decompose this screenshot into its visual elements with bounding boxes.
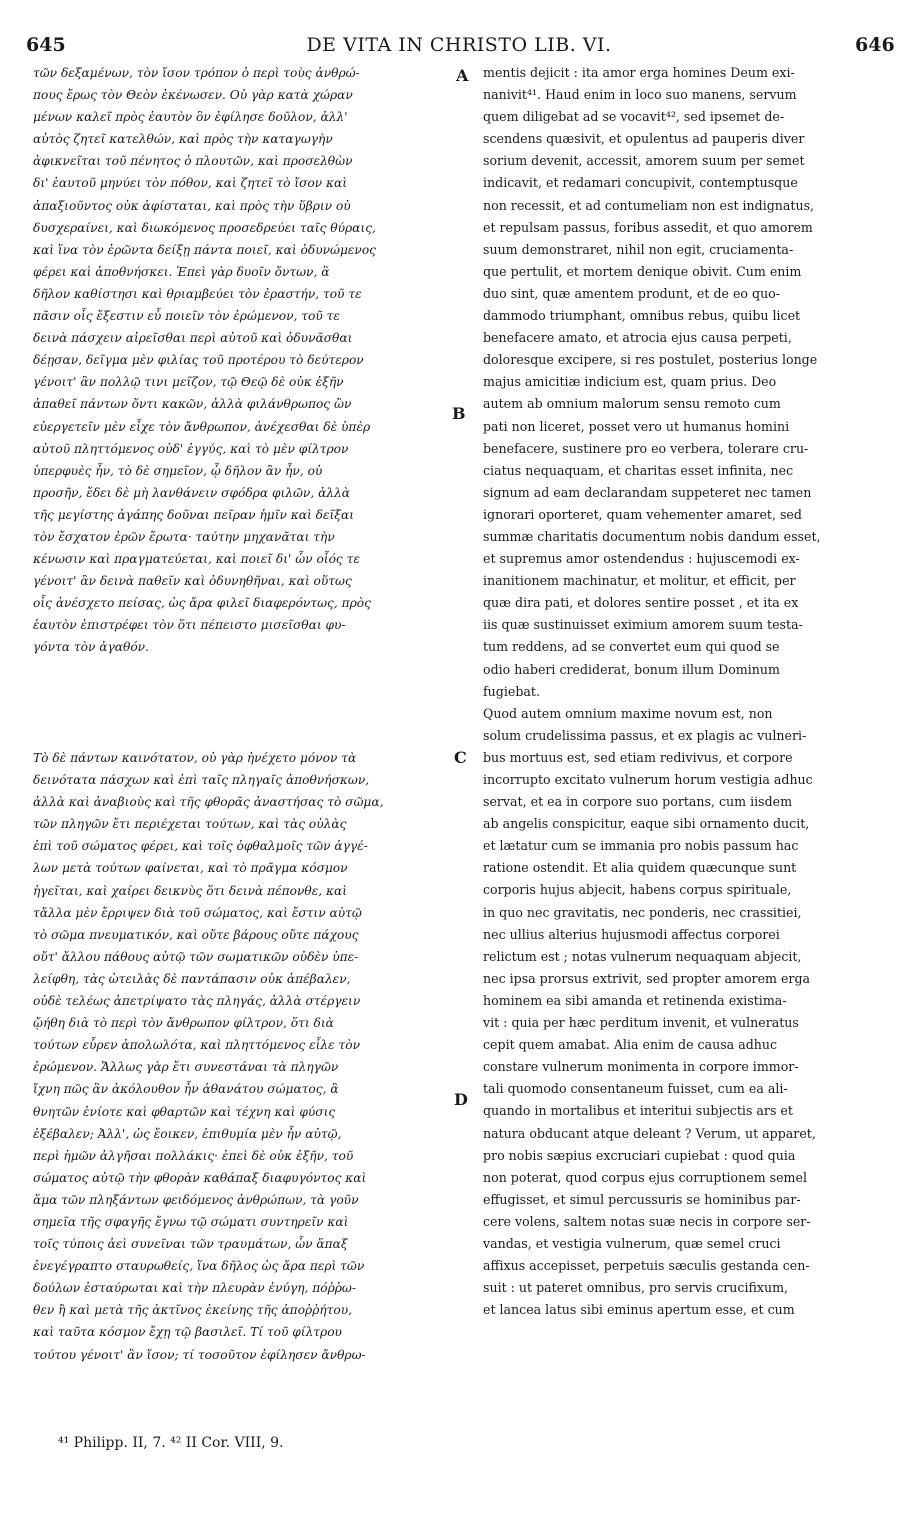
text-line: ἡγεῖται, καὶ χαίρει δεικνὺς ὅτι δεινὰ πέπονθε, καὶ (33, 883, 348, 898)
text-line: servat, et ea in corpore suo portans, cum iisdem (483, 794, 793, 810)
text-line: τῆς μεγίστης ἀγάπης δοῦναι πεῖραν ἡμῖν καὶ δεῖξαι (33, 507, 355, 522)
right-page-number: 646 (855, 34, 895, 56)
text-line: nec ipsa prorsus extrivit, sed propter amorem erga (483, 970, 811, 986)
text-line: cepit quem amabat. Alia enim de causa adhuc (483, 1037, 778, 1053)
text-line: iis quæ sustinuisset eximium amorem suum testa- (483, 617, 803, 633)
text-line: ab angelis conspicitur, eaque sibi ornamento ducit, (483, 816, 810, 832)
text-line: hominem ea sibi amanda et retinenda existima- (483, 992, 787, 1008)
text-line: quando in mortalibus et interitui subjectis ars et (483, 1103, 793, 1119)
text-line: et lancea latus sibi eminus apertum esse, et cum (483, 1302, 795, 1318)
section-marker-b: B (452, 404, 466, 423)
text-line: σώματος αὐτῷ τὴν φθορὰν καθάπαξ διαφυγόντος καὶ (33, 1170, 367, 1185)
text-line: δέῃσαν, δεῖγμα μὲν φιλίας τοῦ προτέρου τὸ δεύτερον (33, 353, 364, 368)
text-line: affixus accepisset, perpetuis sæculis gestanda cen- (483, 1258, 810, 1274)
text-line: duo sint, quæ amentem produnt, et de eo quo- (483, 285, 781, 301)
greek-column-block-2 (33, 747, 450, 1366)
text-line: sorium devenit, accessit, amorem suum per semet (483, 153, 805, 169)
running-title: DE VITA IN CHRISTO LIB. VI. (306, 34, 612, 56)
text-line: τῶν δεξαμένων, τὸν ἴσον τρόπον ὁ περὶ τοὺς ἀνθρώ- (33, 66, 360, 80)
text-line: non recessit, et ad contumeliam non est indignatus, (483, 197, 815, 213)
text-line: δούλων ἐσταύρωται καὶ τὴν πλευρὰν ἐνύγη, πόῤῥω- (33, 1281, 356, 1296)
text-line: καὶ ταῦτα κόσμον ἔχῃ τῷ βασιλεῖ. Τί τοῦ φίλτρου (33, 1325, 342, 1340)
text-line: effugisset, et simul percussuris se hominibus par- (483, 1191, 801, 1207)
text-line: suum demonstraret, nihil non egit, cruciamenta- (483, 241, 794, 257)
text-line: τοῖς τύποις ἀεὶ συνεῖναι τῶν τραυμάτων, ὧν ἅπαξ (33, 1237, 348, 1252)
text-line: benefacere, sustinere pro eo verbera, tolerare cru- (483, 440, 809, 456)
text-line: ἴχνη πῶς ἂν ἀκόλουθον ἦν ἀθανάτου σώματος, ἃ (33, 1082, 339, 1097)
text-line: λείφθη, τὰς ὠτειλὰς δὲ παντάπασιν οὐκ ἀπέβαλεν, (33, 971, 351, 986)
text-line: et lætatur cum se immania pro nobis passum hac (483, 838, 799, 854)
text-line: τὸ σῶμα πνευματικόν, καὶ οὔτε βάρους οὔτε πάχους (33, 927, 359, 942)
text-line: natura obducant atque deleant ? Verum, ut apparet, (483, 1125, 816, 1141)
text-line: fugiebat. (483, 683, 540, 699)
text-line: ἐξέβαλεν; Ἀλλ', ὡς ἔοικεν, ἐπιθυμία μὲν ἦν αὐτῷ, (33, 1126, 342, 1141)
text-line: nanivit⁴¹. Haud enim in loco suo manens, servum (483, 87, 797, 103)
text-line: et repulsam passus, foribus assedit, et quo amorem (483, 219, 813, 235)
text-line: doloresque excipere, si res postulet, posterius longe (483, 352, 818, 368)
text-line: δῆλον καθίστησι καὶ θριαμβεύει τὸν ἐραστήν, τοῦ τε (33, 286, 362, 301)
text-line: γόντα τὸν ἀγαθόν. (33, 640, 149, 655)
text-line: ratione ostendit. Et alia quidem quæcunque sunt (483, 860, 797, 876)
text-line: γένοιτ' ἂν πολλῷ τινι μεῖζον, τῷ Θεῷ δὲ οὐκ ἐξῆν (33, 375, 344, 390)
text-line: ignorari oporteret, quam vehementer amaret, sed (483, 506, 802, 522)
text-line: ἀπαθεῖ πάντων ὄντι κακῶν, ἀλλὰ φιλάνθρωπος ὢν (33, 397, 352, 412)
text-line: ἀλλὰ καὶ ἀναβιοὺς καὶ τῆς φθορᾶς ἀναστήσας τὸ σῶμα, (33, 795, 384, 810)
text-line: ἀπαξιοῦντος οὐκ ἀφίσταται, καὶ πρὸς τὴν ὕβριν οὐ (33, 198, 351, 213)
text-line: et supremus amor ostendendus : hujuscemodi ex- (483, 551, 800, 567)
text-line: δεινὰ πάσχειν αἱρεῖσθαι περὶ αὐτοῦ καὶ ὀδυνᾶσθαι (33, 331, 353, 346)
text-line: pati non liceret, posset vero ut humanus homini (483, 418, 790, 434)
text-line: Τὸ δὲ πάντων καινότατον, οὐ γὰρ ἠνέχετο μόνον τὰ (33, 751, 357, 765)
text-line: εὐεργετεῖν μὲν εἶχε τὸν ἄνθρωπον, ἀνέχεσθαι δὲ ὑπὲρ (33, 419, 371, 434)
text-line: constare vulnerum monimenta in corpore immor- (483, 1059, 799, 1075)
text-line: ἐρώμενον. Ἄλλως γὰρ ἔτι συνεστάναι τὰ πληγῶν (33, 1060, 339, 1075)
text-line: mentis dejicit : ita amor erga homines Deum exi- (483, 65, 795, 80)
text-line: vit : quia per hæc perditum invenit, et vulneratus (483, 1015, 799, 1031)
text-line: οὐδὲ τελέως ἀπετρίψατο τὰς πληγάς, ἀλλὰ στέργειν (33, 994, 361, 1009)
section-marker-d: D (454, 1090, 468, 1109)
text-line: τούτων εὗρεν ἀπολωλότα, καὶ πληττόμενος εἷλε τὸν (33, 1038, 360, 1053)
text-line: θνητῶν ἐνίοτε καὶ φθαρτῶν καὶ τέχνη καὶ φύσις (33, 1104, 336, 1119)
text-line: scendens quæsivit, et opulentus ad pauperis diver (483, 131, 805, 147)
text-line: odio haberi crediderat, bonum illum Dominum (483, 661, 780, 677)
text-line: suit : ut pateret omnibus, pro servis crucifixum, (483, 1280, 789, 1296)
text-line: αὐτοῦ πληττόμενος οὐδ' ἐγγύς, καὶ τὸ μὲν φίλτρον (33, 441, 349, 456)
text-line: bus mortuus est, sed etiam redivivus, et corpore (483, 749, 793, 765)
text-line: δυσχεραίνει, καὶ διωκόμενος προσεδρεύει ταῖς θύραις, (33, 220, 376, 235)
text-line: solum crudelissima passus, et ex plagis ac vulneri- (483, 727, 807, 743)
text-line: nec ullius alterius hujusmodi affectus corporei (483, 926, 780, 942)
text-line: κένωσιν καὶ πραγματεύεται, καὶ ποιεῖ δι' ὧν οἷός τε (33, 552, 360, 567)
text-line: τούτου γένοιτ' ἂν ἴσον; τί τοσοῦτον ἐφίλησεν ἄνθρω- (33, 1347, 366, 1362)
text-line: corporis hujus abjecit, habens corpus spirituale, (483, 882, 792, 898)
text-line: τῶν πληγῶν ἔτι περιέχεται τούτων, καὶ τὰς οὐλὰς (33, 817, 347, 832)
text-line: λων μετὰ τούτων φαίνεται, καὶ τὸ πρᾶγμα κόσμον (33, 861, 348, 876)
text-line: πους ἔρως τὸν Θεὸν ἐκένωσεν. Οὐ γὰρ κατὰ χώραν (33, 88, 353, 103)
text-line: ἅμα τῶν πληξάντων φειδόμενος ἀνθρώπων, τὰ γοῦν (33, 1192, 359, 1207)
text-line: majus amicitiæ indicium est, quam prius. Deo (483, 374, 777, 390)
footnotes: ⁴¹ Philipp. II, 7. ⁴² II Cor. VIII, 9. (58, 1435, 284, 1451)
text-line: benefacere amato, et atrocia ejus causa perpeti, (483, 330, 792, 346)
left-page-number: 645 (26, 34, 66, 56)
text-line: que pertulit, et mortem denique obivit. Cum enim (483, 263, 802, 279)
text-line: τὸν ἔσχατον ἐρῶν ἔρωτα· ταύτην μηχανᾶται τὴν (33, 529, 335, 544)
text-line: δεινότατα πάσχων καὶ ἐπὶ ταῖς πληγαῖς ἀποθνήσκων, (33, 773, 370, 788)
text-line: incorrupto excitato vulnerum horum vestigia adhuc (483, 772, 813, 787)
text-line: γένοιτ' ἂν δεινὰ παθεῖν καὶ ὀδυνηθῆναι, καὶ οὕτως (33, 574, 352, 589)
text-line: τἄλλα μὲν ἔρριψεν διὰ τοῦ σώματος, καὶ ἔστιν αὐτῷ (33, 905, 362, 920)
text-line: αὐτὸς ζητεῖ κατελθών, καὶ πρὸς τὴν καταγωγὴν (33, 132, 333, 147)
text-line: signum ad eam declarandam suppeteret nec tamen (483, 484, 812, 500)
text-line: οὔτ' ἄλλου πάθους αὐτῷ τῶν σωματικῶν οὐδὲν ὑπε- (33, 949, 359, 964)
text-line: προσῆν, ἔδει δὲ μὴ λανθάνειν σφόδρα φιλῶν, ἀλλὰ (33, 485, 350, 500)
text-line: inanitionem machinatur, et molitur, et efficit, per (483, 573, 796, 589)
text-line: ciatus nequaquam, et charitas esset infinita, nec (483, 462, 794, 478)
text-line: tali quomodo consentaneum fuisset, cum ea ali- (483, 1081, 788, 1097)
text-line: περὶ ἡμῶν ἀλγῆσαι πολλάκις· ἐπεὶ δὲ οὐκ ἐξῆν, τοῦ (33, 1148, 354, 1163)
text-line: σημεῖα τῆς σφαγῆς ἔγνω τῷ σώματι συντηρεῖν καὶ (33, 1214, 349, 1229)
text-line: πᾶσιν οἷς ἔξεστιν εὖ ποιεῖν τὸν ἐρώμενον, τοῦ τε (33, 309, 340, 324)
text-line: Quod autem omnium maxime novum est, non (483, 705, 773, 721)
text-line: tum reddens, ad se convertet eum qui quod se (483, 639, 780, 655)
text-line: summæ charitatis documentum nobis dandum esset, (483, 528, 821, 544)
text-line: relictum est ; notas vulnerum nequaquam abjecit, (483, 948, 802, 964)
text-line: ἐπὶ τοῦ σώματος φέρει, καὶ τοῖς ὀφθαλμοῖς τῶν ἀγγέ- (33, 839, 368, 854)
text-line: non poterat, quod corpus ejus corruptionem semel (483, 1169, 807, 1185)
text-line: οἷς ἀνέσχετο πείσας, ὡς ἄρα φιλεῖ διαφερόντως, πρὸς (33, 596, 371, 611)
latin-column (483, 62, 881, 1321)
text-line: autem ab omnium malorum sensu remoto cum (483, 396, 781, 412)
text-line: καὶ ἵνα τὸν ἐρῶντα δείξῃ πάντα ποιεῖ, καὶ ὀδυνώμενος (33, 242, 376, 257)
text-line: ἀφικνεῖται τοῦ πένητος ὁ πλουτῶν, καὶ προσελθὼν (33, 154, 353, 169)
text-line: quem diligebat ad se vocavit⁴², sed ipsemet de- (483, 109, 785, 125)
text-line: ᾤήθη διὰ τὸ περὶ τὸν ἄνθρωπον φίλτρον, ὅτι διὰ (33, 1016, 334, 1031)
text-line: ὑπερφυὲς ἦν, τὸ δὲ σημεῖον, ᾧ δῆλον ἂν ἦν, οὐ (33, 463, 323, 478)
text-line: in quo nec gravitatis, nec ponderis, nec crassitiei, (483, 904, 802, 920)
text-line: θεν ἢ καὶ μετὰ τῆς ἀκτῖνος ἐκείνης τῆς ἀποῤῥήτου, (33, 1303, 353, 1318)
text-line: cere volens, saltem notas suæ necis in corpore ser- (483, 1213, 811, 1229)
text-line: dammodo triumphant, omnibus rebus, quibu licet (483, 308, 801, 324)
text-line: vandas, et vestigia vulnerum, quæ semel cruci (483, 1235, 781, 1251)
section-marker-a: A (456, 66, 469, 85)
text-line: pro nobis sæpius excruciari cupiebat : quod quia (483, 1147, 796, 1163)
text-line: quæ dira pati, et dolores sentire posset , et ita ex (483, 595, 799, 611)
text-line: indicavit, et redamari concupivit, contemptusque (483, 175, 798, 191)
text-line: φέρει καὶ ἀποθνήσκει. Ἐπεὶ γὰρ δυοῖν ὄντων, ἃ (33, 264, 330, 279)
text-line: δι' ἑαυτοῦ μηνύει τὸν πόθον, καὶ ζητεῖ τὸ ἴσον καὶ (33, 176, 348, 191)
text-line: ἑαυτὸν ἐπιστρέφει τὸν ὅτι πέπειστο μισεῖσθαι φυ- (33, 618, 346, 633)
section-marker-c: C (454, 748, 467, 767)
text-line: ἐνεγέγραπτο σταυρωθείς, ἵνα δῆλος ὡς ἄρα περὶ τῶν (33, 1259, 365, 1274)
greek-column-block-1 (33, 62, 450, 659)
text-line: μένων καλεῖ πρὸς ἑαυτὸν ὃν ἐφίλησε δοῦλον, ἀλλ' (33, 110, 348, 125)
